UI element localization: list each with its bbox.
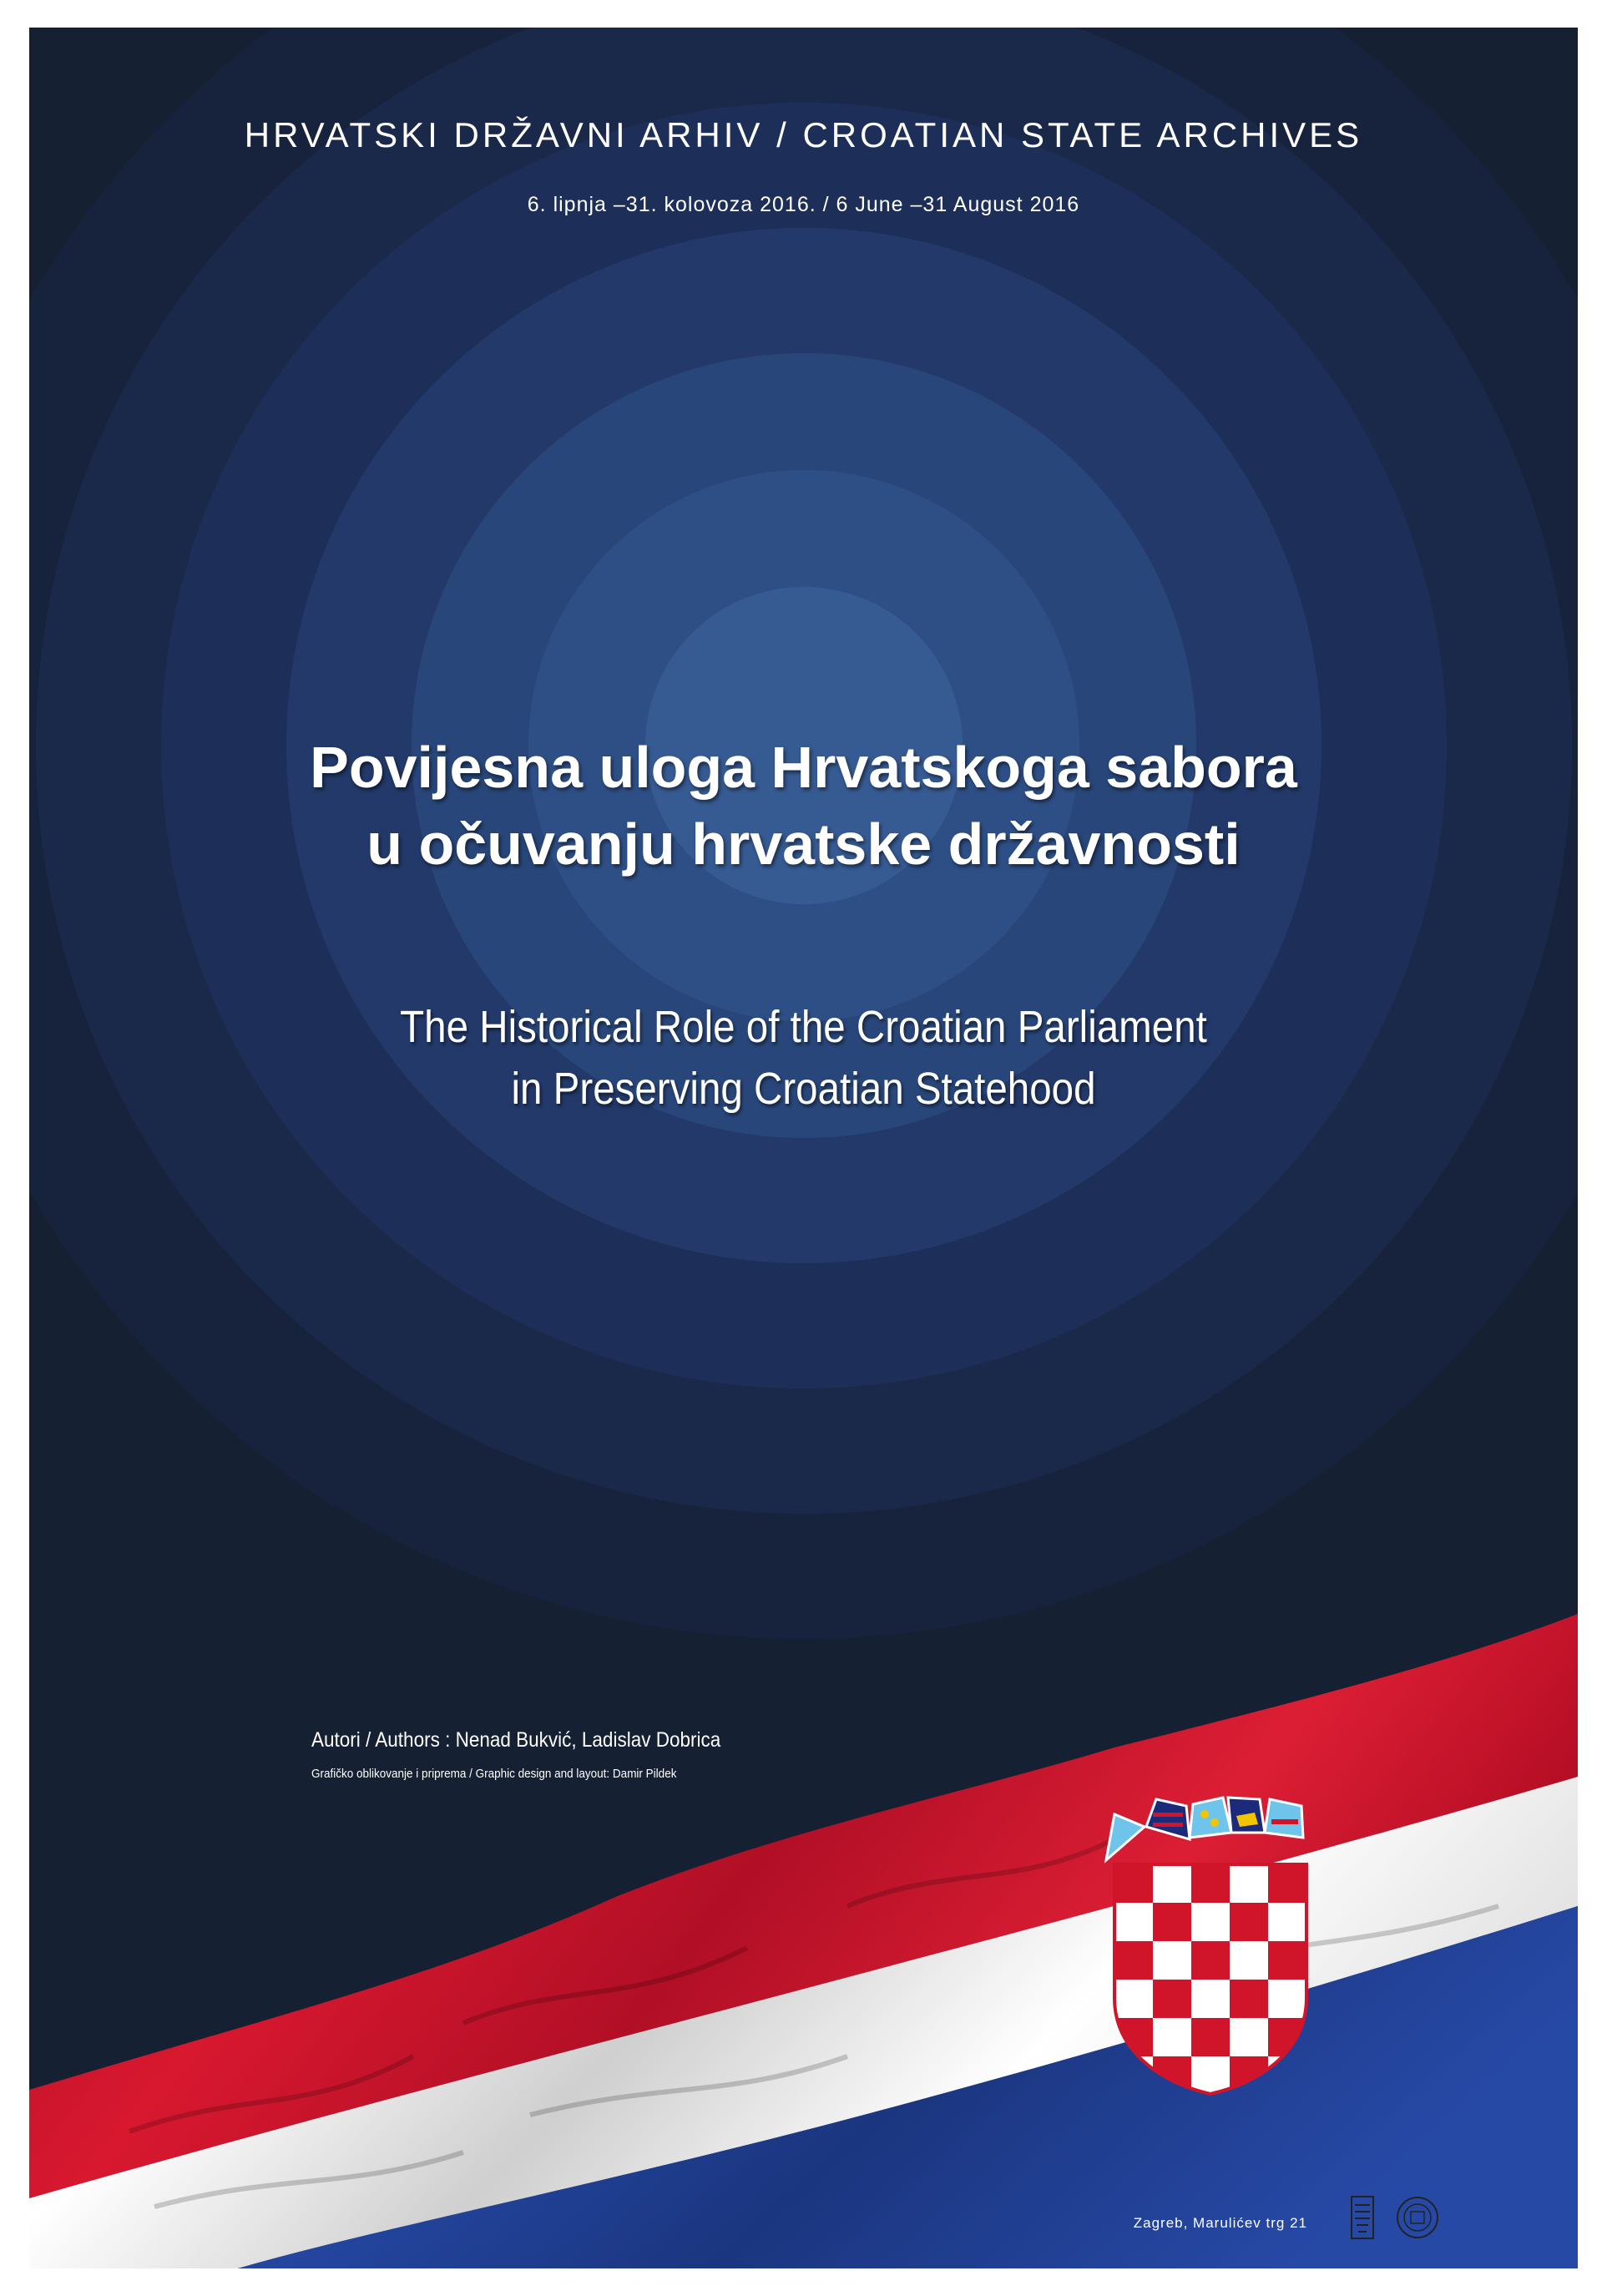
address: Zagreb, Marulićev trg 21 <box>1133 2215 1307 2231</box>
institution-title: HRVATSKI DRŽAVNI ARHIV / CROATIAN STATE ARCHIVES <box>244 115 1363 154</box>
croatian-flag-band <box>29 28 1578 2268</box>
title-english-line1: The Historical Role of the Croatian Parliament <box>400 1002 1207 1052</box>
design-credit: Grafičko oblikovanje i priprema / Graphic design and layout: Damir Pildek <box>311 1767 677 1781</box>
exhibition-dates: 6. lipnja –31. kolovoza 2016. / 6 June –31 August 2016 <box>527 193 1080 216</box>
title-croatian-line2: u očuvanju hrvatske državnosti <box>366 812 1241 877</box>
title-english <box>122 996 1484 1120</box>
seal-logo-icon <box>1395 2195 1440 2240</box>
archive-logo-icon <box>1350 2195 1375 2240</box>
poster <box>29 28 1578 2268</box>
title-croatian-line1: Povijesna uloga Hrvatskoga sabora <box>310 735 1297 800</box>
authors-credit: Autori / Authors : Nenad Bukvić, Ladislav Dobrica <box>311 1728 721 1752</box>
title-english-line2: in Preserving Croatian Statehood <box>511 1064 1096 1114</box>
title-croatian <box>29 729 1578 882</box>
